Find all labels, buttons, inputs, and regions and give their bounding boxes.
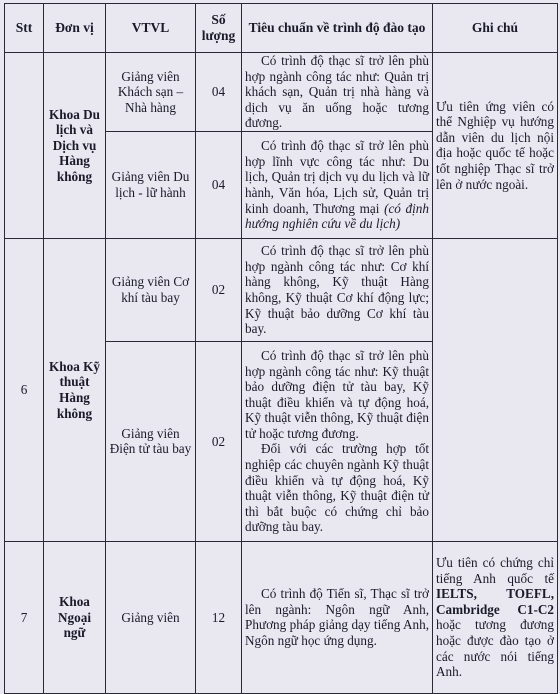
- unit-cell: Khoa Du lịch và Dịch vụ Hàng không: [44, 53, 106, 239]
- header-position: VTVL: [106, 4, 196, 53]
- note-cell: Ưu tiên ứng viên có thể Nghiệp vụ hướng dẫn viên du lịch nội địa hoặc quốc tế hoặc tốt nghiệp Thạc sĩ trở lên ở nước ngoài.: [433, 53, 558, 239]
- position-cell: Giảng viên: [106, 541, 196, 693]
- header-stt: Stt: [5, 4, 44, 53]
- unit-cell: Khoa Ngoại ngữ: [44, 541, 106, 693]
- quantity-cell: 02: [196, 238, 242, 341]
- recruitment-table: [4, 3, 558, 694]
- quantity-cell: 02: [196, 341, 242, 541]
- header-standard: Tiêu chuẩn về trình độ đào tạo: [242, 4, 433, 53]
- note-text: Ưu tiên có chứng chỉ tiếng Anh quốc tế: [436, 555, 554, 586]
- header-unit: Đơn vị: [44, 4, 106, 53]
- table-row: [5, 53, 558, 132]
- quantity-cell: 12: [196, 541, 242, 693]
- table-row: [5, 541, 558, 693]
- standard-cell: Có trình độ thạc sĩ trở lên phù hợp ngành công tác như: Quản trị khách sạn, Quản trị nhà hàng và dịch vụ ăn uống hoặc tương đương.: [242, 53, 433, 132]
- table-row: [5, 238, 558, 341]
- header-quantity: Số lượng: [196, 4, 242, 53]
- unit-cell: Khoa Kỹ thuật Hàng không: [44, 238, 106, 541]
- header-row: [5, 4, 558, 53]
- note-bold-text: IELTS, TOEFL, Cambridge C1-C2: [436, 586, 554, 617]
- position-cell: Giảng viên Cơ khí tàu bay: [106, 238, 196, 341]
- position-cell: Giảng viên Khách sạn – Nhà hàng: [106, 53, 196, 132]
- standard-cell: Có trình độ thạc sĩ trở lên phù hợp ngành công tác như: Cơ khí hàng không, Kỹ thuật Hàng không, Kỹ thuật Cơ khí động lực; Kỹ thuật bảo dưỡng Cơ khí tàu bay.: [242, 238, 433, 341]
- stt-cell: 7: [5, 541, 44, 693]
- stt-cell: 6: [5, 238, 44, 541]
- standard-text: Có trình độ thạc sĩ trở lên phù hợp lĩnh vực công tác như: Du lịch, Quản trị dịch vụ du lịch và lữ hành, Văn hóa, Lịch sử, Quản trị kinh doanh, Thương mại: [245, 138, 429, 216]
- position-cell: Giảng viên Điện tử tàu bay: [106, 341, 196, 541]
- note-cell: [433, 238, 558, 541]
- quantity-cell: 04: [196, 131, 242, 238]
- note-text: hoặc tương đương hoặc được đào tạo ở các nước nói tiếng Anh.: [436, 617, 554, 680]
- standard-cell: Có trình độ Tiến sĩ, Thạc sĩ trở lên ngành: Ngôn ngữ Anh, Phương pháp giảng dạy tiếng Anh, Ngôn ngữ học ứng dụng.: [242, 541, 433, 693]
- quantity-cell: 04: [196, 53, 242, 132]
- stt-cell: [5, 53, 44, 239]
- position-cell: Giảng viên Du lịch - lữ hành: [106, 131, 196, 238]
- note-cell: [433, 541, 558, 693]
- header-note: Ghi chú: [433, 4, 558, 53]
- standard-paragraph: Đối với các trường hợp tốt nghiệp các chuyên ngành Kỹ thuật điều khiển và tự động hoá, Kỹ thuật viễn thông, Kỹ thuật điện tử thì bắt buộc có chứng chỉ bảo dưỡng tàu bay.: [245, 441, 429, 535]
- standard-italic-text: (có định hướng nghiên cứu về du lịch): [245, 200, 429, 232]
- standard-paragraph: Có trình độ thạc sĩ trở lên phù hợp ngành công tác như: Kỹ thuật bảo dưỡng điện tử tàu bay, Kỹ thuật điều khiển và tự động hoá, Kỹ thuật viễn thông, Kỹ thuật điện tử hoặc tương đương.: [245, 347, 429, 441]
- standard-cell: [242, 341, 433, 541]
- standard-cell: [242, 131, 433, 238]
